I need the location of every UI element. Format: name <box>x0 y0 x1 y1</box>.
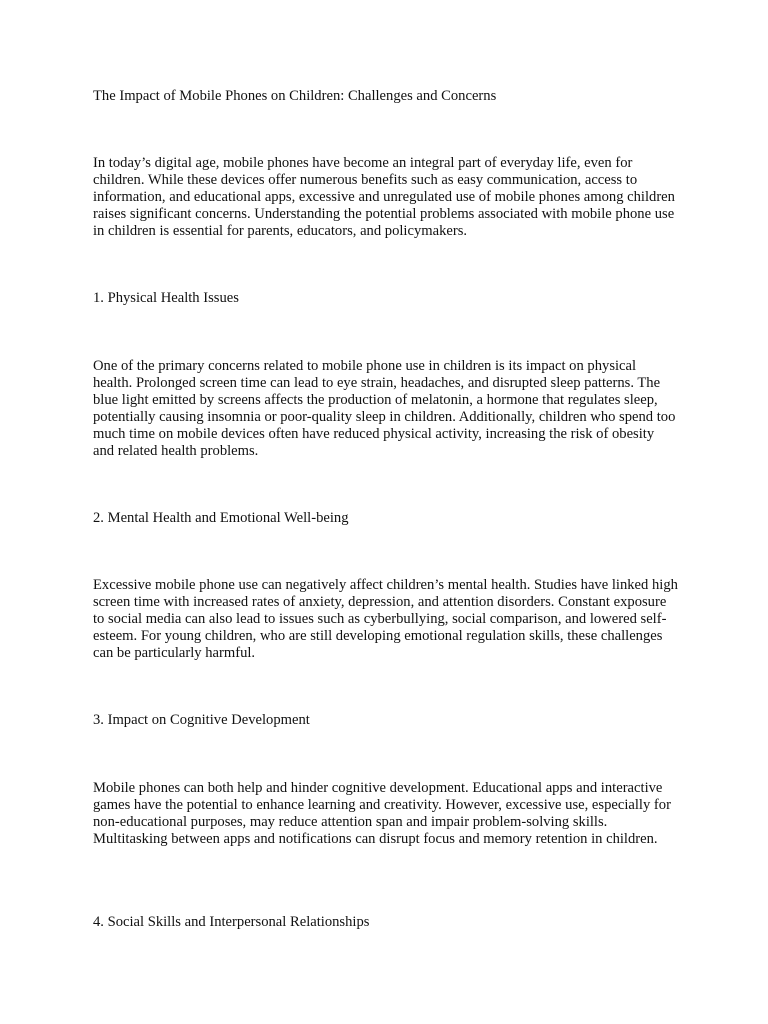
section-body-cognitive-development: Mobile phones can both help and hinder cognitive development. Educational apps and interactive games have the potential to enhance learning and creativity. However, excessive use, especially for non-educational purposes, may reduce attention span and impair problem-solving skills. Multitasking between apps and notifications can disrupt focus and memory retention in children. <box>93 780 671 847</box>
section-body-mental-health: Excessive mobile phone use can negatively affect children’s mental health. Studies have linked high screen time with increased rates of anxiety, depression, and attention disorders. Constant exposure to social media can also lead to issues such as cyberbullying, social comparison, and lowered self-esteem. For young children, who are still developing emotional regulation skills, these challenges can be particularly harmful. <box>93 577 678 661</box>
document-title: The Impact of Mobile Phones on Children: Challenges and Concerns <box>93 88 497 104</box>
intro-paragraph: In today’s digital age, mobile phones have become an integral part of everyday life, even for children. While these devices offer numerous benefits such as easy communication, access to information, and educational apps, excessive and unregulated use of mobile phones among children raises significant concerns. Understanding the potential problems associated with mobile phone use in children is essential for parents, educators, and policymakers. <box>93 155 675 239</box>
section-heading-physical-health: 1. Physical Health Issues <box>93 290 239 306</box>
section-body-physical-health: One of the primary concerns related to mobile phone use in children is its impact on physical health. Prolonged screen time can lead to eye strain, headaches, and disrupted sleep patterns. The blue light emitted by screens affects the production of melatonin, a hormone that regulates sleep, potentially causing insomnia or poor-quality sleep in children. Additionally, children who spend too much time on mobile devices often have reduced physical activity, increasing the risk of obesity and related health problems. <box>93 358 676 459</box>
section-heading-social-skills: 4. Social Skills and Interpersonal Relationships <box>93 914 370 930</box>
section-heading-cognitive-development: 3. Impact on Cognitive Development <box>93 712 310 728</box>
section-heading-mental-health: 2. Mental Health and Emotional Well-being <box>93 510 349 526</box>
